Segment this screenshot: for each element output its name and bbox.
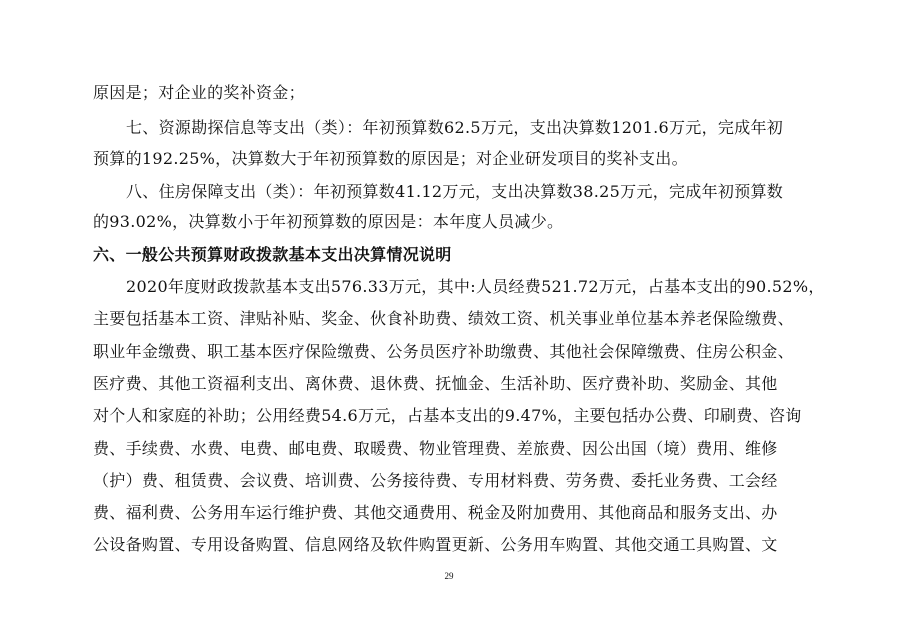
paragraph-line: 对个人和家庭的补助；公用经费54.6万元，占基本支出的9.47%，主要包括办公费、印刷费、咨询 (93, 406, 802, 425)
paragraph-line: （护）费、租赁费、会议费、培训费、公务接待费、专用材料费、劳务费、委托业务费、工会经 (93, 471, 778, 490)
paragraph-line: 2020年度财政拨款基本支出576.33万元，其中:人员经费521.72万元，占基本支出的90.52%， (126, 277, 825, 296)
paragraph-line: 主要包括基本工资、津贴补贴、奖金、伙食补助费、绩效工资、机关事业单位基本养老保险缴费、 (93, 309, 794, 328)
paragraph-line: 原因是；对企业的奖补资金； (93, 83, 305, 102)
paragraph-line: 七、资源勘探信息等支出（类）：年初预算数62.5万元，支出决算数1201.6万元，完成年初 (126, 118, 784, 137)
paragraph-line: 费、手续费、水费、电费、邮电费、取暖费、物业管理费、差旅费、因公出国（境）费用、维修 (93, 439, 778, 458)
paragraph-line: 费、福利费、公务用车运行维护费、其他交通费用、税金及附加费用、其他商品和服务支出、办 (93, 503, 778, 522)
paragraph-line: 八、住房保障支出（类）：年初预算数41.12万元，支出决算数38.25万元，完成年初预算数 (126, 182, 784, 201)
paragraph-line: 医疗费、其他工资福利支出、离休费、退休费、抚恤金、生活补助、医疗费补助、奖励金、其他 (93, 374, 778, 393)
page-number: 29 (444, 571, 454, 581)
paragraph-line: 预算的192.25%，决算数大于年初预算数的原因是；对企业研发项目的奖补支出。 (93, 149, 688, 168)
paragraph-line: 公设备购置、专用设备购置、信息网络及软件购置更新、公务用车购置、其他交通工具购置、文 (93, 535, 778, 554)
section-heading: 六、一般公共预算财政拨款基本支出决算情况说明 (93, 245, 452, 264)
paragraph-line: 的93.02%，决算数小于年初预算数的原因是：本年度人员减少。 (93, 212, 564, 231)
paragraph-line: 职业年金缴费、职工基本医疗保险缴费、公务员医疗补助缴费、其他社会保障缴费、住房公积金、 (93, 342, 794, 361)
